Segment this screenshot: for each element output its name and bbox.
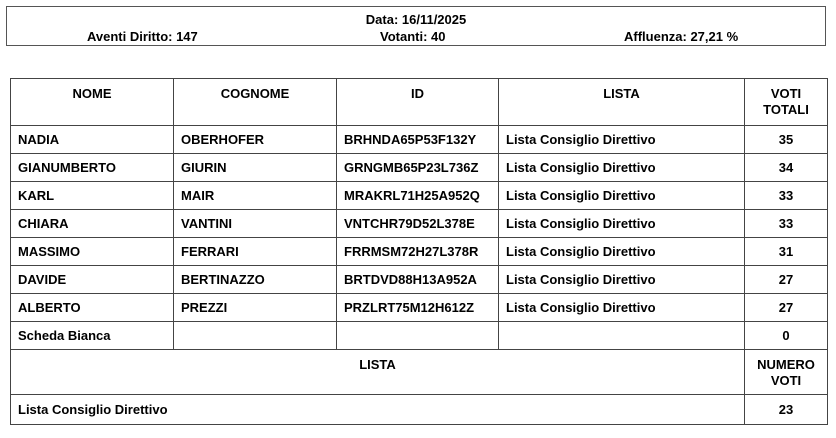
table-row bbox=[11, 294, 828, 322]
numero-voti-header: NUMERO VOTI bbox=[745, 350, 828, 395]
cell-nome: GIANUMBERTO bbox=[11, 154, 174, 182]
cell-nome: MASSIMO bbox=[11, 238, 174, 266]
eligible-voters: Aventi Diritto: 147 bbox=[87, 29, 198, 44]
cell-lista: Lista Consiglio Direttivo bbox=[499, 266, 745, 294]
cell-voti: 33 bbox=[745, 182, 828, 210]
cell-cognome: BERTINAZZO bbox=[174, 266, 337, 294]
cell-cognome: VANTINI bbox=[174, 210, 337, 238]
column-header-id: ID bbox=[337, 79, 499, 126]
cell-lista: Lista Consiglio Direttivo bbox=[499, 238, 745, 266]
cell-lista: Lista Consiglio Direttivo bbox=[499, 154, 745, 182]
cell-voti: 34 bbox=[745, 154, 828, 182]
scheda-bianca-label: Scheda Bianca bbox=[11, 322, 174, 350]
lista-row bbox=[11, 395, 828, 425]
cell-nome: CHIARA bbox=[11, 210, 174, 238]
cell-id: PRZLRT75M12H612Z bbox=[337, 294, 499, 322]
cell-cognome: MAIR bbox=[174, 182, 337, 210]
cell-cognome: GIURIN bbox=[174, 154, 337, 182]
lista-section-header-row bbox=[11, 350, 828, 395]
cell-voti: 27 bbox=[745, 294, 828, 322]
column-header-cognome: COGNOME bbox=[174, 79, 337, 126]
table-row bbox=[11, 126, 828, 154]
table-row bbox=[11, 154, 828, 182]
cell-voti: 35 bbox=[745, 126, 828, 154]
cell-id: BRTDVD88H13A952A bbox=[337, 266, 499, 294]
cell-nome: ALBERTO bbox=[11, 294, 174, 322]
table-row bbox=[11, 182, 828, 210]
empty-cell bbox=[337, 322, 499, 350]
cell-id: VNTCHR79D52L378E bbox=[337, 210, 499, 238]
cell-id: BRHNDA65P53F132Y bbox=[337, 126, 499, 154]
scheda-bianca-voti: 0 bbox=[745, 322, 828, 350]
election-date: Data: 16/11/2025 bbox=[365, 12, 467, 27]
table-row bbox=[11, 266, 828, 294]
cell-lista: Lista Consiglio Direttivo bbox=[499, 182, 745, 210]
cell-voti: 27 bbox=[745, 266, 828, 294]
column-header-nome: NOME bbox=[11, 79, 174, 126]
empty-cell bbox=[174, 322, 337, 350]
cell-nome: NADIA bbox=[11, 126, 174, 154]
turnout: Affluenza: 27,21 % bbox=[624, 29, 739, 44]
cell-id: MRAKRL71H25A952Q bbox=[337, 182, 499, 210]
column-header-lista: LISTA bbox=[499, 79, 745, 126]
cell-voti: 31 bbox=[745, 238, 828, 266]
cell-id: GRNGMB65P23L736Z bbox=[337, 154, 499, 182]
cell-id: FRRMSM72H27L378R bbox=[337, 238, 499, 266]
lista-name: Lista Consiglio Direttivo bbox=[11, 395, 745, 425]
table-header-row bbox=[11, 79, 828, 126]
cell-lista: Lista Consiglio Direttivo bbox=[499, 126, 745, 154]
cell-voti: 33 bbox=[745, 210, 828, 238]
table-row bbox=[11, 238, 828, 266]
cell-cognome: PREZZI bbox=[174, 294, 337, 322]
table-row bbox=[11, 210, 828, 238]
summary-header bbox=[6, 6, 826, 46]
cell-lista: Lista Consiglio Direttivo bbox=[499, 294, 745, 322]
scheda-bianca-row bbox=[11, 322, 828, 350]
cell-cognome: FERRARI bbox=[174, 238, 337, 266]
results-table bbox=[10, 78, 828, 425]
column-header-voti-totali: VOTI TOTALI bbox=[745, 79, 828, 126]
voters-count: Votanti: 40 bbox=[380, 29, 446, 44]
cell-nome: DAVIDE bbox=[11, 266, 174, 294]
cell-nome: KARL bbox=[11, 182, 174, 210]
empty-cell bbox=[499, 322, 745, 350]
lista-section-header: LISTA bbox=[11, 350, 745, 395]
cell-lista: Lista Consiglio Direttivo bbox=[499, 210, 745, 238]
lista-voti: 23 bbox=[745, 395, 828, 425]
cell-cognome: OBERHOFER bbox=[174, 126, 337, 154]
